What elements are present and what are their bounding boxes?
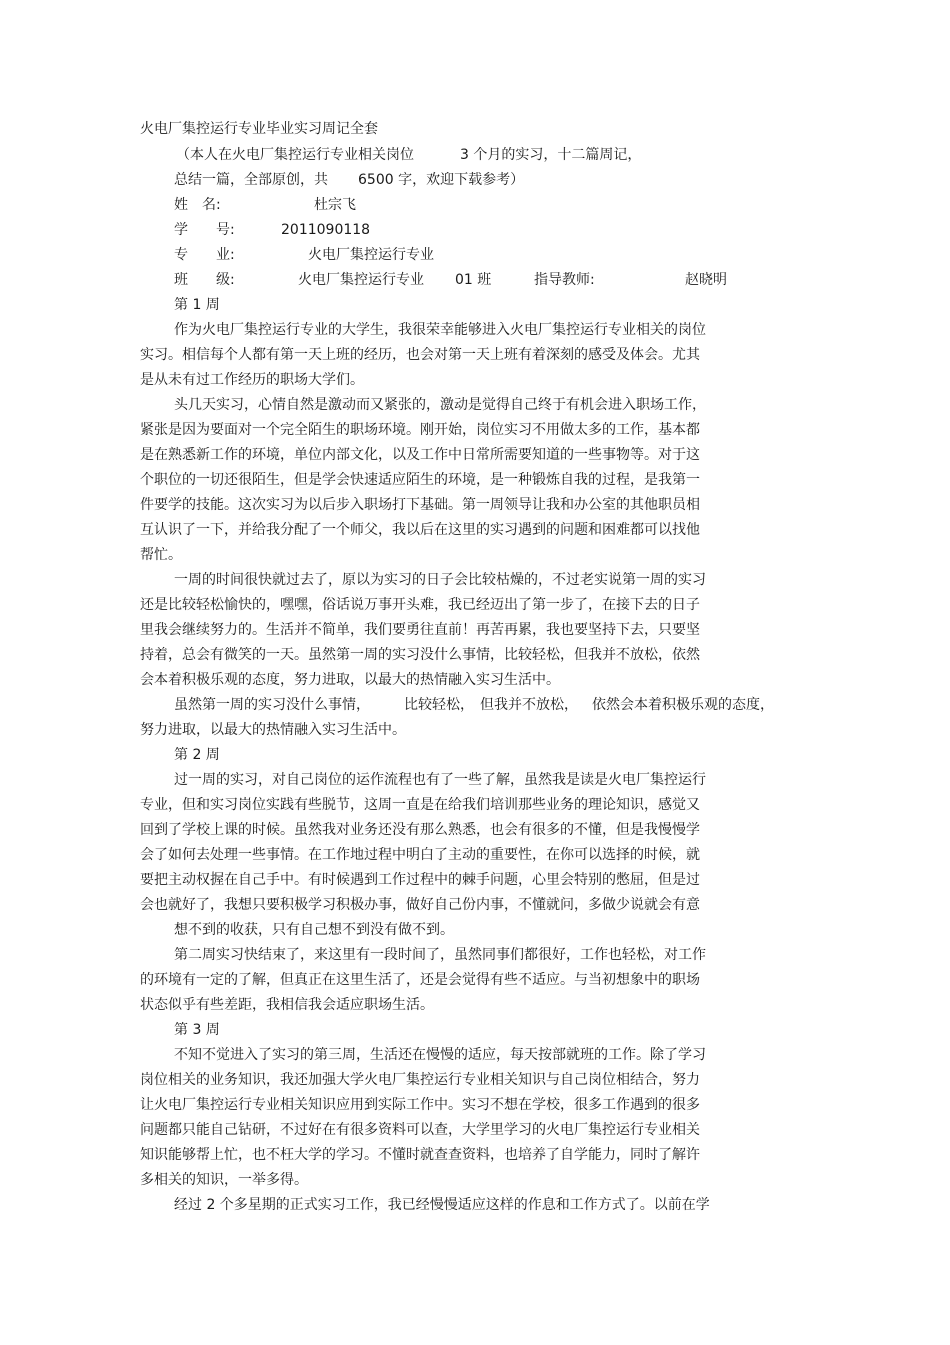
week3-p1-line: 不知不觉进入了实习的第三周，生活还在慢慢的适应，每天按部就班的工作。除了学习 xyxy=(174,1047,706,1063)
document-title: 火电厂集控运行专业毕业实习周记全套 xyxy=(140,121,378,137)
week1-p1-line: 作为火电厂集控运行专业的大学生，我很荣幸能够进入火电厂集控运行专业相关的岗位 xyxy=(174,322,706,338)
week2-p1-line: 回到了学校上课的时候。虽然我对业务还没有那么熟悉，也会有很多的不懂，但是我慢慢学 xyxy=(140,822,700,838)
week2-p1-line: 会了如何去处理一些事情。在工作地过程中明白了主动的重要性，在你可以选择的时候，就 xyxy=(140,847,700,863)
intro-line-2a: 总结一篇，全部原创，共 xyxy=(174,172,328,188)
week3-p1-line: 多相关的知识，一举多得。 xyxy=(140,1172,308,1188)
week1-p4-part: 虽然第一周的实习没什么事情， xyxy=(174,697,370,713)
name-label: 姓 名: xyxy=(174,197,221,213)
week3-p1-line: 岗位相关的业务知识，我还加强大学火电厂集控运行专业相关知识与自己岗位相结合，努力 xyxy=(140,1072,700,1088)
class-value: 火电厂集控运行专业 xyxy=(298,272,424,288)
week1-p2-line: 互认识了一下，并给我分配了一个师父，我以后在这里的实习遇到的问题和困难都可以找他 xyxy=(140,522,700,538)
intro-line-2b: 6500 字，欢迎下载参考） xyxy=(358,172,525,188)
week1-p2-line: 紧张是因为要面对一个完全陌生的职场环境。刚开始，岗位实习不用做太多的工作，基本都 xyxy=(140,422,700,438)
week2-p2-line: 的环境有一定的了解，但真正在这里生活了，还是会觉得有些不适应。与当初想象中的职场 xyxy=(140,972,700,988)
teacher-label: 指导教师: xyxy=(534,272,595,288)
week1-p3-line: 会本着积极乐观的态度，努力进取，以最大的热情融入实习生活中。 xyxy=(140,672,560,688)
week1-p3-line: 里我会继续努力的。生活并不简单，我们要勇往直前！再苦再累，我也要坚持下去，只要坚 xyxy=(140,622,700,638)
week1-p2-line: 头几天实习，心情自然是激动而又紧张的，激动是觉得自己终于有机会进入职场工作， xyxy=(174,397,706,413)
major-label: 专 业: xyxy=(174,247,235,263)
class-suffix: 01 班 xyxy=(455,272,492,288)
intro-line-1a: （本人在火电厂集控运行专业相关岗位 xyxy=(176,147,414,163)
week2-p2-line: 第二周实习快结束了，来这里有一段时间了，虽然同事们都很好，工作也轻松，对工作 xyxy=(174,947,706,963)
week3-heading: 第 3 周 xyxy=(174,1022,220,1038)
student-id-label: 学 号: xyxy=(174,222,235,238)
class-label: 班 级: xyxy=(174,272,235,288)
week1-p3-line: 一周的时间很快就过去了，原以为实习的日子会比较枯燥的，不过老实说第一周的实习 xyxy=(174,572,706,588)
week1-heading: 第 1 周 xyxy=(174,297,220,313)
week2-p1-line: 想不到的收获，只有自己想不到没有做不到。 xyxy=(174,922,454,938)
week3-p2-line: 经过 2 个多星期的正式实习工作，我已经慢慢适应这样的作息和工作方式了。以前在学 xyxy=(174,1197,710,1213)
week2-p1-line: 专业，但和实习岗位实践有些脱节，这周一直是在给我们培训那些业务的理论知识，感觉又 xyxy=(140,797,700,813)
week1-p4-part: 依然会本着积极乐观的态度， xyxy=(592,697,774,713)
week2-p1-line: 会也就好了，我想只要积极学习积极办事，做好自己份内事，不懂就问，多做少说就会有意 xyxy=(140,897,700,913)
major-value: 火电厂集控运行专业 xyxy=(308,247,434,263)
week1-p2-line: 件要学的技能。这次实习为以后步入职场打下基础。第一周领导让我和办公室的其他职员相 xyxy=(140,497,700,513)
week1-p1-line: 实习。相信每个人都有第一天上班的经历，也会对第一天上班有着深刻的感受及体会。尤其 xyxy=(140,347,700,363)
week2-p2-line: 状态似乎有些差距，我相信我会适应职场生活。 xyxy=(140,997,434,1013)
week1-p2-line: 帮忙。 xyxy=(140,547,182,563)
week3-p1-line: 知识能够帮上忙，也不枉大学的学习。不懂时就查查资料，也培养了自学能力，同时了解许 xyxy=(140,1147,700,1163)
week1-p1-line: 是从未有过工作经历的职场大学们。 xyxy=(140,372,364,388)
week3-p1-line: 让火电厂集控运行专业相关知识应用到实际工作中。实习不想在学校，很多工作遇到的很多 xyxy=(140,1097,700,1113)
week2-heading: 第 2 周 xyxy=(174,747,220,763)
week3-p1-line: 问题都只能自己钻研，不过好在有很多资料可以查，大学里学习的火电厂集控运行专业相关 xyxy=(140,1122,700,1138)
week1-p2-line: 个职位的一切还很陌生，但是学会快速适应陌生的环境，是一种锻炼自我的过程，是我第一 xyxy=(140,472,700,488)
week1-p3-line: 还是比较轻松愉快的，嘿嘿，俗话说万事开头难，我已经迈出了第一步了，在接下去的日子 xyxy=(140,597,700,613)
week1-p4-part: 比较轻松， xyxy=(404,697,474,713)
week2-p1-line: 要把主动权握在自己手中。有时候遇到工作过程中的棘手问题，心里会特别的憋屈，但是过 xyxy=(140,872,700,888)
week1-p3-line: 持着，总会有微笑的一天。虽然第一周的实习没什么事情，比较轻松，但我并不放松，依然 xyxy=(140,647,700,663)
week2-p1-line: 过一周的实习，对自己岗位的运作流程也有了一些了解，虽然我是读是火电厂集控运行 xyxy=(174,772,706,788)
teacher-value: 赵晓明 xyxy=(685,272,727,288)
intro-line-1b: 3 个月的实习，十二篇周记， xyxy=(460,147,642,163)
week1-p2-line: 是在熟悉新工作的环境，单位内部文化，以及工作中日常所需要知道的一些事物等。对于这 xyxy=(140,447,700,463)
week1-p4-part: 努力进取，以最大的热情融入实习生活中。 xyxy=(140,722,406,738)
student-id-value: 2011090118 xyxy=(281,222,371,238)
name-value: 杜宗飞 xyxy=(314,197,356,213)
week1-p4-part: 但我并不放松， xyxy=(480,697,578,713)
